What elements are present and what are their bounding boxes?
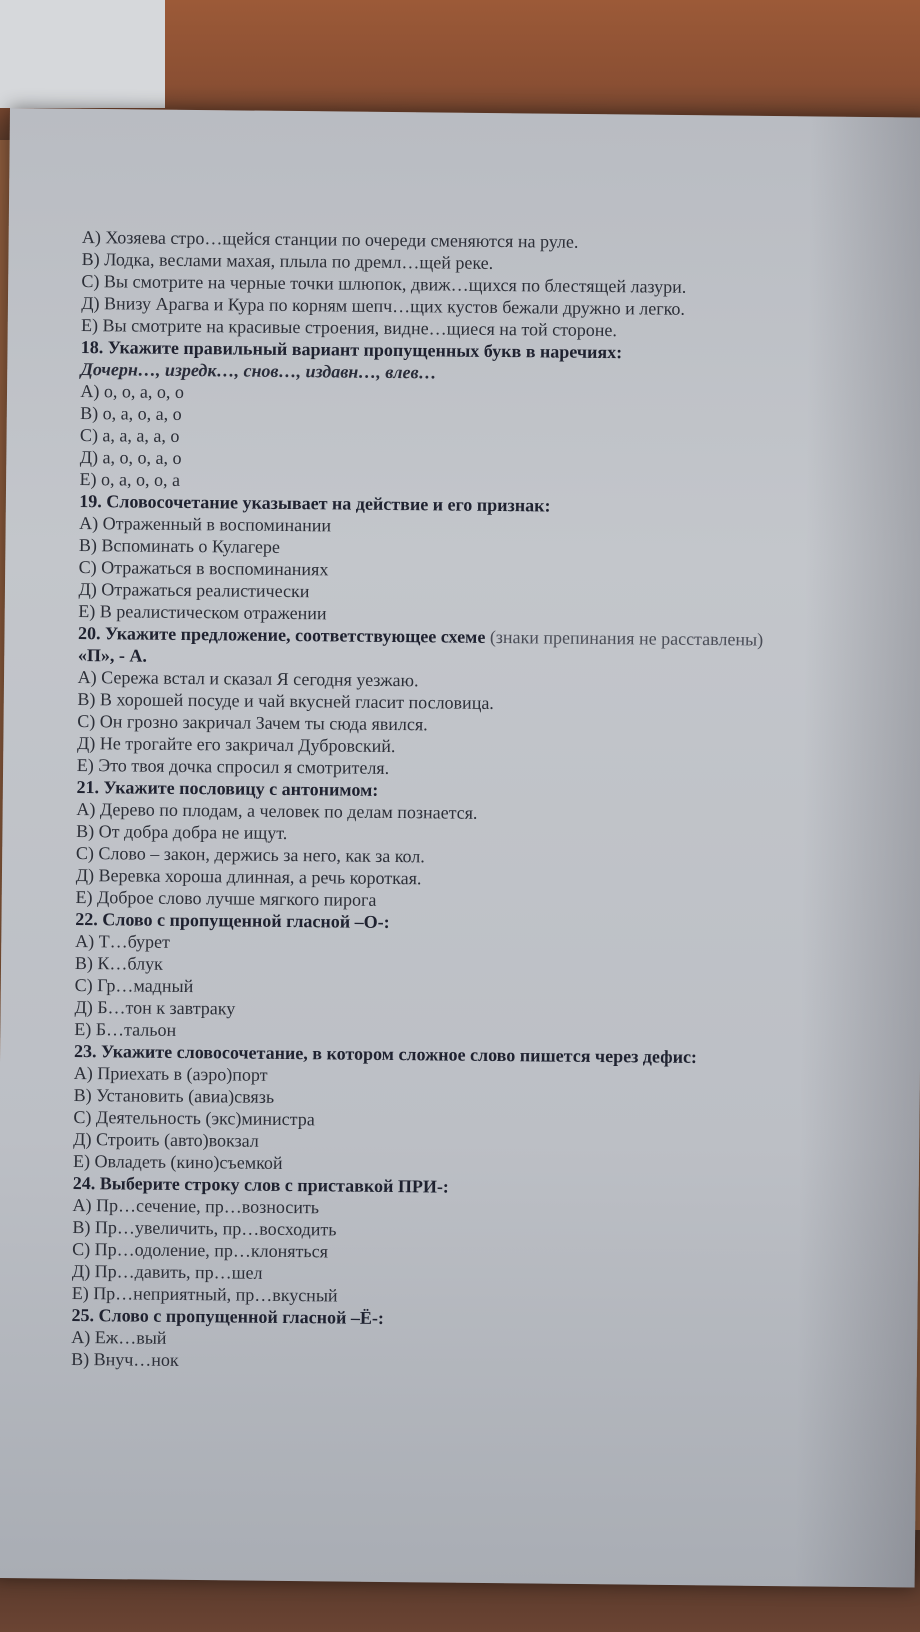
option-e: Е) Овладеть (кино)съемкой <box>72 1150 283 1173</box>
question-title: 20. Укажите предложение, соответствующее схеме <box>77 622 486 647</box>
option-d: Д) Б…тон к завтраку <box>74 996 236 1019</box>
question-title: 22. Слово с пропущенной гласной –О-: <box>75 908 390 932</box>
option-c: С) Отражаться в воспоминаниях <box>78 556 329 580</box>
question-20 <box>77 622 898 784</box>
question-25 <box>71 1304 892 1378</box>
question-title: 19. Словосочетание указывает на действие и его признак: <box>79 490 551 516</box>
option-b: В) Установить (авиа)связь <box>73 1084 275 1107</box>
intro-options <box>81 226 902 344</box>
option-b: В) В хорошей посуде и чай вкусней гласит пословица. <box>77 688 494 713</box>
question-scheme: «П», - А. <box>77 644 147 666</box>
question-23 <box>73 1040 894 1180</box>
option-a: А) Отраженный в воспоминании <box>79 512 332 536</box>
option-d: Д) а, о, о, а, о <box>79 446 182 468</box>
option-e: Е) Пр…неприятный, пр…вкусный <box>71 1282 338 1306</box>
option-a: А) Приехать в (аэро)порт <box>73 1062 268 1085</box>
question-title: 25. Слово с пропущенной гласной –Ё-: <box>71 1304 385 1328</box>
option-a: А) Хозяева стро…щейся станции по очереди сменяются на руле. <box>81 226 579 252</box>
question-words: Дочерн…, изредк…, снов…, издавн…, влев… <box>80 358 437 383</box>
option-b: В) Вспоминать о Кулагере <box>78 534 281 557</box>
option-a: А) о, о, а, о, о <box>80 380 184 402</box>
question-19 <box>78 490 899 630</box>
question-title: 21. Укажите пословицу с антонимом: <box>76 776 379 800</box>
option-c: С) Деятельность (экс)министра <box>73 1106 315 1130</box>
option-c: С) а, а, а, а, о <box>79 424 180 446</box>
question-title: 23. Укажите словосочетание, в котором сложное слово пишется через дефис: <box>73 1040 698 1067</box>
option-b: В) Лодка, веслами махая, плыла по дремл…щей реке. <box>81 248 494 273</box>
test-page <box>71 226 902 1378</box>
option-e: Е) Б…тальон <box>74 1018 177 1040</box>
question-title: 24. Выберите строку слов с приставкой ПРИ-: <box>72 1172 449 1197</box>
option-a: А) Дерево по плодам, а человек по делам познается. <box>76 798 478 823</box>
option-d: Д) Не трогайте его закричал Дубровский. <box>76 732 396 757</box>
option-b: В) Внуч…нок <box>71 1348 179 1370</box>
option-c: С) Он грозно закричал Зачем ты сюда явился. <box>77 710 428 735</box>
background-corner <box>0 0 165 108</box>
option-d: Д) Пр…давить, пр…шел <box>71 1260 263 1283</box>
question-title: 18. Укажите правильный вариант пропущенных букв в наречиях: <box>80 336 623 363</box>
question-22 <box>74 908 895 1048</box>
question-24 <box>72 1172 893 1312</box>
option-d: Д) Внизу Арагва и Кура по корням шепч…щих кустов бежали дружно и легко. <box>81 292 686 319</box>
question-18 <box>79 336 900 498</box>
option-d: Д) Отражаться реалистически <box>78 578 310 602</box>
option-e: Е) Это твоя дочка спросил я смотрителя. <box>76 754 390 778</box>
option-a: А) Пр…сечение, пр…возносить <box>72 1194 320 1218</box>
option-c: С) Гр…мадный <box>74 974 194 997</box>
option-e: Е) Вы смотрите на красивые строения, видне…щиеся на той стороне. <box>80 314 618 341</box>
option-d: Д) Веревка хороша длинная, а речь короткая. <box>75 864 422 889</box>
option-c: С) Слово – закон, держись за него, как за кол. <box>75 842 425 867</box>
option-c: С) Вы смотрите на черные точки шлюпок, движ…щихся по блестящей лазури. <box>81 270 687 297</box>
option-c: С) Пр…одоление, пр…клоняться <box>72 1238 329 1262</box>
option-e: Е) Доброе слово лучше мягкого пирога <box>75 886 377 910</box>
option-e: Е) о, а, о, о, а <box>79 468 181 490</box>
option-b: В) о, а, о, а, о <box>80 402 182 424</box>
question-note: (знаки препинания не расставлены) <box>489 626 764 650</box>
option-b: В) Пр…увеличить, пр…восходить <box>72 1216 337 1240</box>
option-e: Е) В реалистическом отражении <box>78 600 327 624</box>
option-a: А) Сережа встал и сказал Я сегодня уезжаю. <box>77 666 419 691</box>
option-a: А) Т…бурет <box>75 930 171 952</box>
option-a: А) Еж…вый <box>71 1326 167 1348</box>
option-b: В) К…блук <box>74 952 163 974</box>
option-b: В) От добра добра не ищут. <box>76 820 288 843</box>
question-21 <box>75 776 896 916</box>
option-d: Д) Строить (авто)вокзал <box>73 1128 259 1151</box>
